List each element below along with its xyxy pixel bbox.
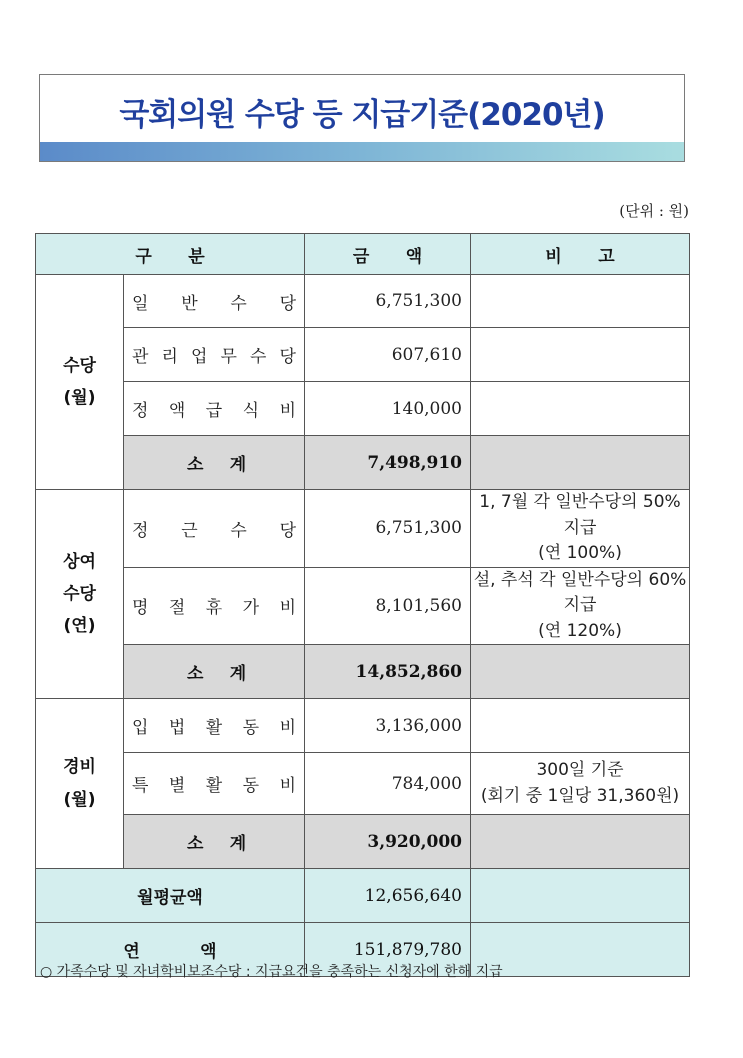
subtotal-amount: 3,920,000 [305,815,471,869]
item-label-char: 무 [220,347,237,367]
item-note: 1, 7월 각 일반수당의 50% 지급 (연 100%) [471,490,690,568]
item-label-char: 법 [168,718,186,738]
monthly-average-row [36,869,690,923]
item-label-char: 비 [279,401,296,421]
subtotal-label: 소 계 [124,645,305,699]
item-amount: 6,751,300 [305,275,471,328]
item-label-char: 관 [132,347,149,367]
table-row [36,382,690,436]
table-row [36,490,690,568]
annual-total-note [471,923,690,977]
title-box [39,74,685,162]
table-row [36,753,690,815]
item-label-char: 활 [205,718,223,738]
table-row [36,567,690,645]
table-header-row [36,234,690,275]
item-label-char: 활 [205,776,223,796]
header-amount: 금 액 [305,234,471,275]
allowance-table [35,233,690,977]
item-amount: 607,610 [305,328,471,382]
item-label-char: 동 [242,776,260,796]
subtotal-row [36,815,690,869]
subtotal-label: 소 계 [124,815,305,869]
item-amount: 8,101,560 [305,567,471,645]
item-amount: 140,000 [305,382,471,436]
item-label-char: 리 [161,347,178,367]
table-row [36,328,690,382]
item-label [124,753,305,815]
item-label [124,567,305,645]
section-name: 상여 수당 (연) [36,490,124,699]
item-label-char: 비 [279,776,296,796]
item-note [471,382,690,436]
subtotal-note [471,436,690,490]
item-label-char: 반 [181,293,198,314]
item-label-char: 일 [132,293,149,314]
table-row [36,699,690,753]
item-label-char: 수 [230,293,247,314]
section-name: 수당 (월) [36,275,124,490]
item-label-char: 정 [132,401,149,421]
item-amount: 784,000 [305,753,471,815]
subtotal-label: 소 계 [124,436,305,490]
item-label [124,328,305,382]
subtotal-row [36,436,690,490]
item-label-char: 당 [279,347,296,367]
section-name: 경비 (월) [36,699,124,869]
item-label-char: 근 [181,520,198,541]
item-label-char: 가 [242,598,260,619]
item-label-char: 입 [132,718,149,738]
annual-total-label: 연 액 [36,923,305,977]
monthly-average-label: 월평균액 [36,869,305,923]
monthly-average-amount: 12,656,640 [305,869,471,923]
table-row [36,275,690,328]
item-amount: 3,136,000 [305,699,471,753]
item-label-char: 비 [279,598,296,619]
item-label-char: 급 [205,401,223,421]
item-label-char: 정 [132,520,149,541]
subtotal-note [471,645,690,699]
item-amount: 6,751,300 [305,490,471,568]
unit-label: (단위 : 원) [619,202,689,220]
item-label-char: 당 [279,520,296,541]
item-label-char: 별 [168,776,186,796]
item-label-char: 휴 [205,598,223,619]
page-title: 국회의원 수당 등 지급기준(2020년) [119,97,605,133]
item-label [124,275,305,328]
item-label [124,699,305,753]
item-label-char: 수 [230,520,247,541]
annual-total-amount: 151,879,780 [305,923,471,977]
item-label-char: 특 [132,776,149,796]
item-note [471,699,690,753]
header-note: 비 고 [471,234,690,275]
item-label-char: 수 [250,347,267,367]
footnote: ○ 가족수당 및 자녀학비보조수당 : 지급요건을 충족하는 신청자에 한해 지급 [40,964,503,980]
item-label-char: 당 [279,293,296,314]
monthly-average-note [471,869,690,923]
item-label-char: 업 [191,347,208,367]
subtotal-amount: 7,498,910 [305,436,471,490]
item-label-char: 비 [279,718,296,738]
item-note: 설, 추석 각 일반수당의 60% 지급 (연 120%) [471,567,690,645]
item-note: 300일 기준 (회기 중 1일당 31,360원) [471,753,690,815]
header-category: 구 분 [36,234,305,275]
item-label [124,382,305,436]
subtotal-row [36,645,690,699]
item-note [471,275,690,328]
item-label-char: 절 [168,598,186,619]
item-label-char: 액 [168,401,186,421]
title-gradient-bar [40,142,684,161]
item-note [471,328,690,382]
subtotal-amount: 14,852,860 [305,645,471,699]
subtotal-note [471,815,690,869]
item-label [124,490,305,568]
item-label-char: 동 [242,718,260,738]
item-label-char: 식 [242,401,260,421]
item-label-char: 명 [132,598,149,619]
